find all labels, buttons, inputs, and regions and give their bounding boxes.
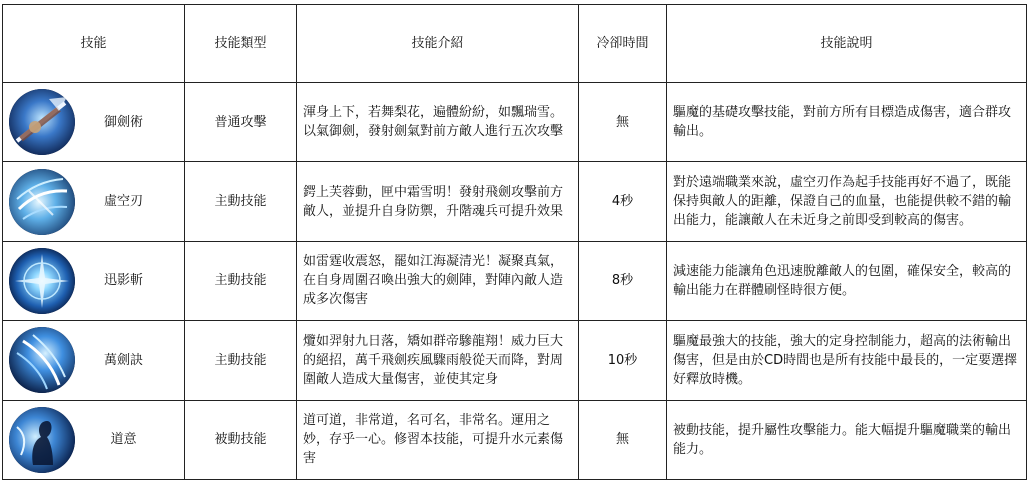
dao-meditation-icon <box>9 407 75 473</box>
table-row <box>3 400 1027 479</box>
skill-explain: 減速能力能讓角色迅速脫離敵人的包圍，確保安全，較高的輸出能力在群體刷怪時很方便。 <box>667 241 1027 320</box>
skill-intro: 如雷霆收震怒，罷如江海凝清光！凝聚真氣，在自身周圍召喚出強大的劍陣，對陣內敵人造成多次傷害 <box>297 241 579 320</box>
skill-intro: 爦如羿射九日落，矯如群帝驂龍翔！威力巨大的絕招，萬千飛劍疾風驟雨般從天而降，對周圍敵人造成大量傷害，並使其定身 <box>297 321 579 400</box>
skill-cooldown: 無 <box>579 83 667 162</box>
skill-type: 被動技能 <box>185 400 297 479</box>
skill-type: 普通攻擊 <box>185 83 297 162</box>
sword-attack-icon <box>9 89 75 155</box>
skill-cooldown: 8秒 <box>579 241 667 320</box>
header-skill: 技能 <box>3 5 185 83</box>
skill-cooldown: 4秒 <box>579 162 667 241</box>
void-blade-icon <box>9 169 75 235</box>
table-row <box>3 321 1027 400</box>
skill-intro: 鍔上芙蓉動，匣中霜雪明！發射飛劍攻擊前方敵人，並提升自身防禦，升階魂兵可提升效果 <box>297 162 579 241</box>
table-row <box>3 162 1027 241</box>
header-row <box>3 5 1027 83</box>
skill-explain: 驅魔最強大的技能，強大的定身控制能力，超高的法術輸出傷害，但是由於CD時間也是所有技能中最長的，一定要選擇好釋放時機。 <box>667 321 1027 400</box>
skill-name-cell <box>3 83 185 162</box>
skill-type: 主動技能 <box>185 321 297 400</box>
skill-name-cell <box>3 241 185 320</box>
skill-type: 主動技能 <box>185 162 297 241</box>
skill-name-cell <box>3 321 185 400</box>
skill-name-cell <box>3 162 185 241</box>
skill-name: 御劍術 <box>103 114 143 130</box>
skill-explain: 被動技能，提升屬性攻擊能力。能大幅提升驅魔職業的輸出能力。 <box>667 400 1027 479</box>
skill-type: 主動技能 <box>185 241 297 320</box>
table-row <box>3 83 1027 162</box>
header-intro: 技能介紹 <box>297 5 579 83</box>
skill-intro: 渾身上下，若舞梨花，遍體紛紛，如飄瑞雪。以氣御劍，發射劍氣對前方敵人進行五次攻擊 <box>297 83 579 162</box>
header-explain: 技能說明 <box>667 5 1027 83</box>
header-cooldown: 冷卻時間 <box>579 5 667 83</box>
skills-table <box>2 4 1027 480</box>
skill-explain: 對於遠端職業來說，虛空刃作為起手技能再好不過了，既能保持與敵人的距離，保證自己的血量，也能提供較不錯的輸出能力，能讓敵人在未近身之前即受到較高的傷害。 <box>667 162 1027 241</box>
sword-rain-icon <box>9 327 75 393</box>
skill-name-cell <box>3 400 185 479</box>
skill-name: 虛空刃 <box>103 194 143 210</box>
skill-intro: 道可道，非常道，名可名，非常名。運用之妙，存乎一心。修習本技能，可提升水元素傷害 <box>297 400 579 479</box>
skill-name: 萬劍訣 <box>103 352 143 368</box>
skill-name: 迅影斬 <box>103 273 143 289</box>
skill-name: 道意 <box>110 432 137 448</box>
skill-explain: 驅魔的基礎攻擊技能，對前方所有目標造成傷害，適合群攻輸出。 <box>667 83 1027 162</box>
sword-array-icon <box>9 248 75 314</box>
skill-cooldown: 無 <box>579 400 667 479</box>
skill-cooldown: 10秒 <box>579 321 667 400</box>
table-row <box>3 241 1027 320</box>
header-type: 技能類型 <box>185 5 297 83</box>
